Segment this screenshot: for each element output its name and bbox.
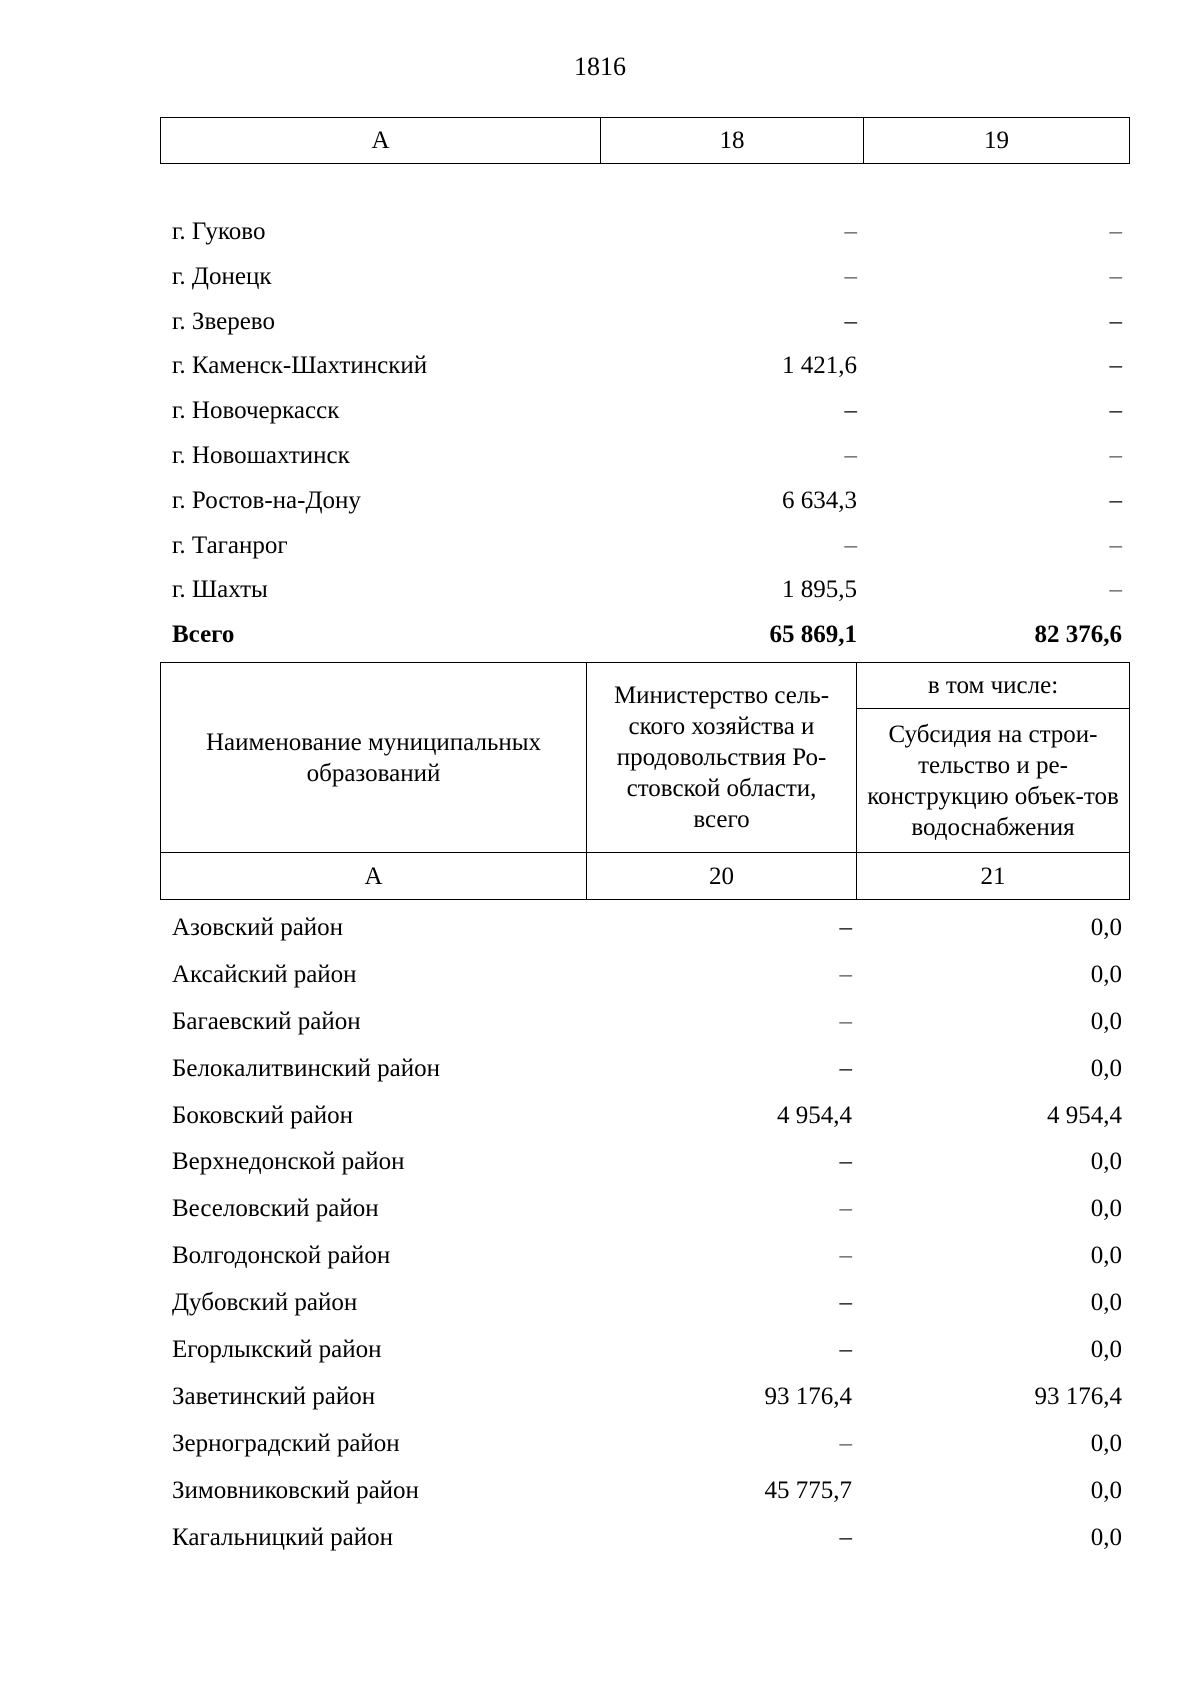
table2-header: [160, 662, 1130, 900]
row-value-21: 0,0: [1090, 1429, 1122, 1457]
table-row: [172, 1421, 1122, 1468]
row-value-18: –: [844, 531, 857, 559]
row-name: г. Зверево: [172, 307, 275, 335]
row-value-21: 0,0: [1090, 1523, 1122, 1551]
row-name: Кагальницкий район: [172, 1523, 394, 1551]
table-row: [172, 524, 1122, 569]
row-value-19: –: [1109, 218, 1122, 245]
table-row: [172, 1186, 1122, 1233]
row-value-20: 45 775,7: [764, 1476, 852, 1504]
total-value-19: 82 376,6: [1034, 621, 1122, 649]
row-value-19: –: [1109, 441, 1122, 469]
row-name: г. Таганрог: [172, 531, 288, 559]
row-name: Багаевский район: [172, 1007, 361, 1035]
table-row: [172, 1093, 1122, 1140]
row-value-19: –: [1109, 486, 1122, 514]
row-value-19: –: [1109, 307, 1122, 335]
row-name: г. Новошахтинск: [172, 441, 350, 469]
table-row: [172, 210, 1122, 255]
table-row: [172, 344, 1122, 389]
table-row: [172, 1046, 1122, 1093]
row-name: г. Донецк: [172, 262, 272, 290]
row-value-18: 1 895,5: [782, 576, 857, 604]
row-name: Зимовниковский район: [172, 1476, 419, 1504]
row-value-21: 0,0: [1090, 1054, 1122, 1082]
row-name: г. Ростов-на-Дону: [172, 486, 361, 514]
row-name: Заветинский район: [172, 1382, 376, 1410]
table2-header-name: Наименование муниципальных образований: [161, 663, 587, 853]
table2-header-col-21: 21: [857, 853, 1130, 900]
table-row: [172, 999, 1122, 1046]
row-value-20: –: [839, 1195, 852, 1223]
table-row: [172, 434, 1122, 479]
row-value-21: 0,0: [1090, 1148, 1122, 1176]
table-row: [172, 1139, 1122, 1186]
row-name: Егорлыкский район: [172, 1336, 382, 1364]
row-value-21: 0,0: [1090, 1476, 1122, 1504]
table1-header-col-a: А: [161, 118, 601, 164]
table2-header-col-a: А: [161, 853, 587, 900]
row-name: Дубовский район: [172, 1289, 358, 1317]
row-name: г. Шахты: [172, 576, 268, 604]
page-number: 1816: [574, 52, 626, 81]
table-row: [172, 1327, 1122, 1374]
table2-header-including: в том числе:: [857, 663, 1130, 709]
table1-body: [172, 210, 1122, 658]
row-value-20: 4 954,4: [777, 1101, 852, 1129]
table-row: [172, 1515, 1122, 1562]
row-value-19: –: [1109, 352, 1122, 380]
table2-header-ministry: Министерство сель-ского хозяйства и продовольствия Ро-стовской области, всего: [587, 663, 857, 853]
row-name: Волгодонской район: [172, 1242, 391, 1270]
row-value-18: –: [844, 218, 857, 245]
row-value-18: –: [844, 262, 857, 290]
table-row: [172, 905, 1122, 952]
row-value-18: 1 421,6: [782, 352, 857, 380]
table1-header-col-19: 19: [864, 118, 1130, 164]
row-value-20: –: [839, 1289, 852, 1317]
row-value-19: –: [1109, 262, 1122, 290]
row-value-18: –: [844, 441, 857, 469]
table1-header-col-18: 18: [601, 118, 864, 164]
row-name: Аксайский район: [172, 960, 357, 988]
row-name: Веселовский район: [172, 1195, 379, 1223]
row-value-21: 0,0: [1090, 1336, 1122, 1364]
table-row: [172, 1280, 1122, 1327]
row-value-20: –: [839, 914, 852, 941]
table2-header-subsidy: Субсидия на строи-тельство и ре-конструкцию объек-тов водоснабжения: [857, 709, 1130, 853]
row-value-21: 0,0: [1090, 1195, 1122, 1223]
row-name: г. Гуково: [172, 218, 266, 245]
row-value-21: 0,0: [1090, 1007, 1122, 1035]
row-value-21: 0,0: [1090, 1242, 1122, 1270]
table1-header: [160, 117, 1130, 164]
row-value-20: –: [839, 1054, 852, 1082]
row-value-19: –: [1109, 531, 1122, 559]
row-name: Белокалитвинский район: [172, 1054, 440, 1082]
row-name: Зерноградский район: [172, 1429, 400, 1457]
table-row: [172, 389, 1122, 434]
row-value-18: –: [844, 397, 857, 425]
row-value-21: 4 954,4: [1047, 1101, 1122, 1129]
row-value-20: –: [839, 1336, 852, 1364]
row-value-20: –: [839, 960, 852, 988]
table-total-row: [172, 613, 1122, 658]
table2-header-col-20: 20: [587, 853, 857, 900]
row-value-20: –: [839, 1429, 852, 1457]
row-value-19: –: [1109, 576, 1122, 604]
table-row: [172, 952, 1122, 999]
table-row: [172, 1468, 1122, 1515]
row-name: Верхнедонской район: [172, 1148, 405, 1176]
row-value-21: 0,0: [1090, 960, 1122, 988]
row-value-21: 0,0: [1090, 1289, 1122, 1317]
row-value-20: –: [839, 1242, 852, 1270]
row-name: Азовский район: [172, 914, 344, 941]
table-row: [172, 1233, 1122, 1280]
table-row: [172, 1374, 1122, 1421]
table-row: [172, 300, 1122, 345]
row-value-20: –: [839, 1148, 852, 1176]
table-row: [172, 255, 1122, 300]
row-value-20: –: [839, 1523, 852, 1551]
table-row: [172, 568, 1122, 613]
row-name: г. Каменск-Шахтинский: [172, 352, 428, 380]
total-value-18: 65 869,1: [769, 621, 857, 649]
row-value-20: 93 176,4: [764, 1382, 852, 1410]
table-row: [172, 479, 1122, 524]
total-label: Всего: [172, 621, 235, 649]
row-value-18: 6 634,3: [782, 486, 857, 514]
row-value-20: –: [839, 1007, 852, 1035]
row-name: г. Новочеркасск: [172, 397, 340, 425]
row-value-19: –: [1109, 397, 1122, 425]
table2-body: [172, 905, 1122, 1561]
row-value-21: 93 176,4: [1034, 1382, 1122, 1410]
row-value-21: 0,0: [1090, 914, 1122, 941]
row-value-18: –: [844, 307, 857, 335]
row-name: Боковский район: [172, 1101, 353, 1129]
